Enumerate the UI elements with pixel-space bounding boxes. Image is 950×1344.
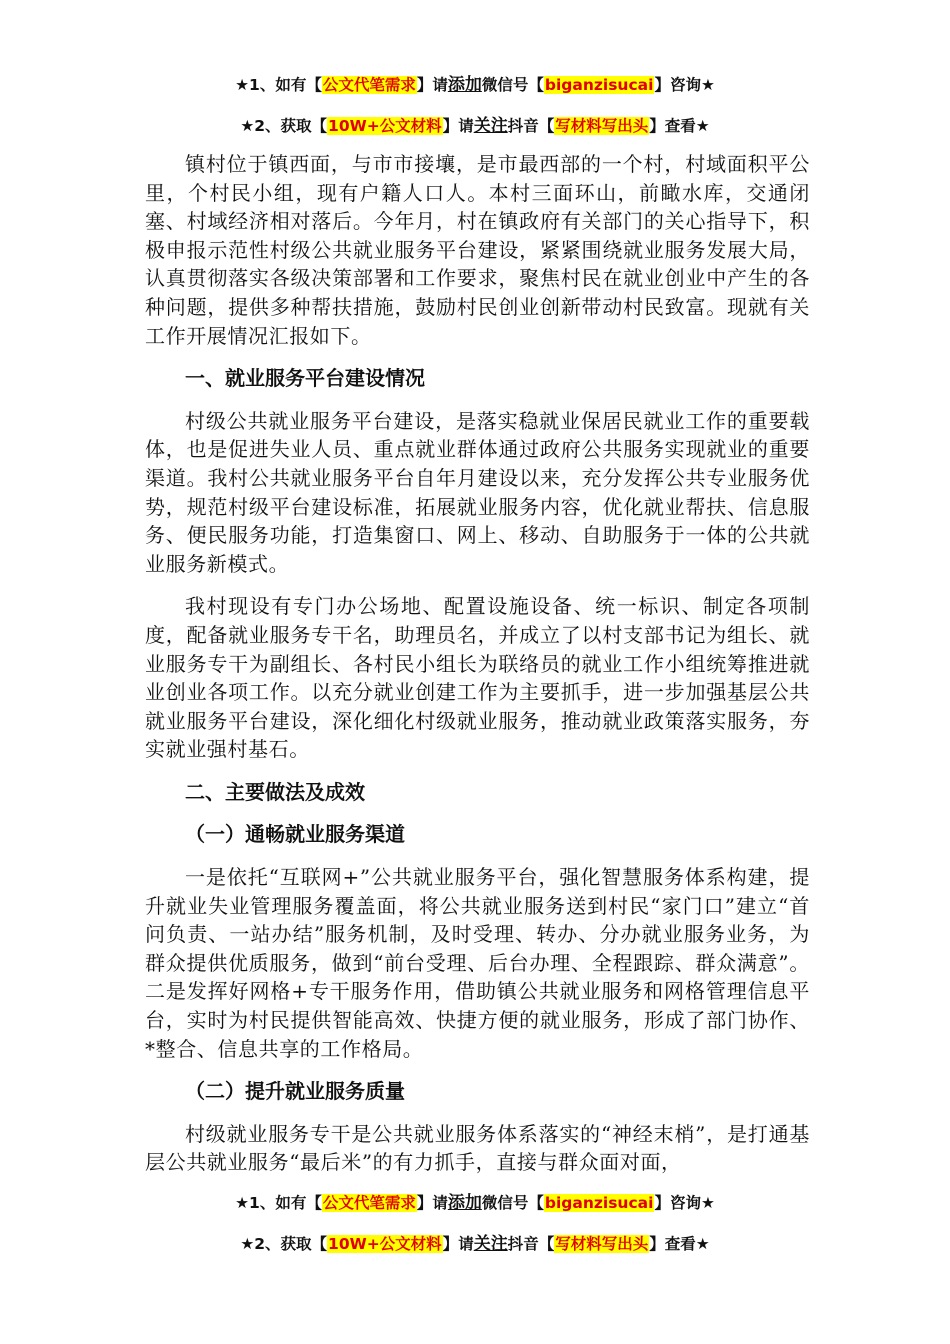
highlight-writing-service: 公文代笔需求 xyxy=(322,1194,416,1212)
highlight-douyin-account: 写材料写出头 xyxy=(555,1235,649,1253)
document-body xyxy=(145,150,810,1191)
section-heading-1: 一、就业服务平台建设情况 xyxy=(185,366,425,391)
highlight-materials: 10W+公文材料 xyxy=(328,1235,442,1253)
highlight-douyin-account: 写材料写出头 xyxy=(555,117,649,135)
subsection-heading-2: （二）提升就业服务质量 xyxy=(185,1079,405,1104)
highlight-writing-service: 公文代笔需求 xyxy=(322,76,416,94)
footer-notice-line-1: ★1、如有【公文代笔需求】请添加微信号【biganzisucai】咨询★ xyxy=(235,1193,715,1213)
header-notice-line-2: ★2、获取【10W+公文材料】请关注抖音【写材料写出头】查看★ xyxy=(240,116,710,136)
intro-paragraph: 镇村位于镇西面，与市市接壤，是市最西部的一个村，村域面积平公里，个村民小组，现有户籍人口人。本村三面环山，前瞰水库，交通闭塞、村域经济相对落后。今年月，村在镇政府有关部门的关心指导下，积极申报示范性村级公共就业服务平台建设，紧紧围绕就业服务发展大局，认真贯彻落实各级决策部署和工作要求，聚焦村民在就业创业中产生的各种问题，提供多种帮扶措施，鼓励村民创业创新带动村民致富。现就有关工作开展情况汇报如下。 xyxy=(145,152,810,348)
header-notice-line-1: ★1、如有【公文代笔需求】请添加微信号【biganzisucai】咨询★ xyxy=(235,75,715,95)
paragraph-service-quality: 村级就业服务专干是公共就业服务体系落实的“神经末梢”，是打通基层公共就业服务“最后米”的有力抓手，直接与群众面对面， xyxy=(145,1121,810,1175)
paragraph-platform-setup: 我村现设有专门办公场地、配置设施设备、统一标识、制定各项制度，配备就业服务专干名，助理员名，并成立了以村支部书记为组长、就业服务专干为副组长、各村民小组长为联络员的就业工作小组统筹推进就业创业各项工作。以充分就业创建工作为主要抓手，进一步加强基层公共就业服务平台建设，深化细化村级就业服务，推动就业政策落实服务，夯实就业强村基石。 xyxy=(145,594,810,762)
highlight-materials: 10W+公文材料 xyxy=(328,117,442,135)
highlight-wechat-id: biganzisucai xyxy=(544,76,654,94)
paragraph-service-channels: 一是依托“互联网+”公共就业服务平台，强化智慧服务体系构建，提升就业失业管理服务覆盖面，将公共就业服务送到村民“家门口”建立“首问负责、一站办结”服务机制，及时受理、转办、分办就业服务业务，为群众提供优质服务，做到“前台受理、后台办理、全程跟踪、群众满意”。二是发挥好网格+专干服务作用，借助镇公共就业服务和网格管理信息平台，实时为村民提供智能高效、快捷方便的就业服务，形成了部门协作、*整合、信息共享的工作格局。 xyxy=(145,865,810,1061)
underlined-add: 添加 xyxy=(447,1193,482,1213)
underlined-follow: 关注 xyxy=(473,1234,508,1254)
underlined-follow: 关注 xyxy=(473,116,508,136)
underlined-add: 添加 xyxy=(447,75,482,95)
subsection-heading-1: （一）通畅就业服务渠道 xyxy=(185,822,405,847)
section-heading-2: 二、主要做法及成效 xyxy=(185,779,365,804)
highlight-wechat-id: biganzisucai xyxy=(544,1194,654,1212)
footer-notice-line-2: ★2、获取【10W+公文材料】请关注抖音【写材料写出头】查看★ xyxy=(240,1234,710,1254)
paragraph-platform-significance: 村级公共就业服务平台建设，是落实稳就业保居民就业工作的重要载体，也是促进失业人员、重点就业群体通过政府公共服务实现就业的重要渠道。我村公共就业服务平台自年月建设以来，充分发挥公共专业服务优势，规范村级平台建设标准，拓展就业服务内容，优化就业帮扶、信息服务、便民服务功能，打造集窗口、网上、移动、自助服务于一体的公共就业服务新模式。 xyxy=(145,408,810,576)
